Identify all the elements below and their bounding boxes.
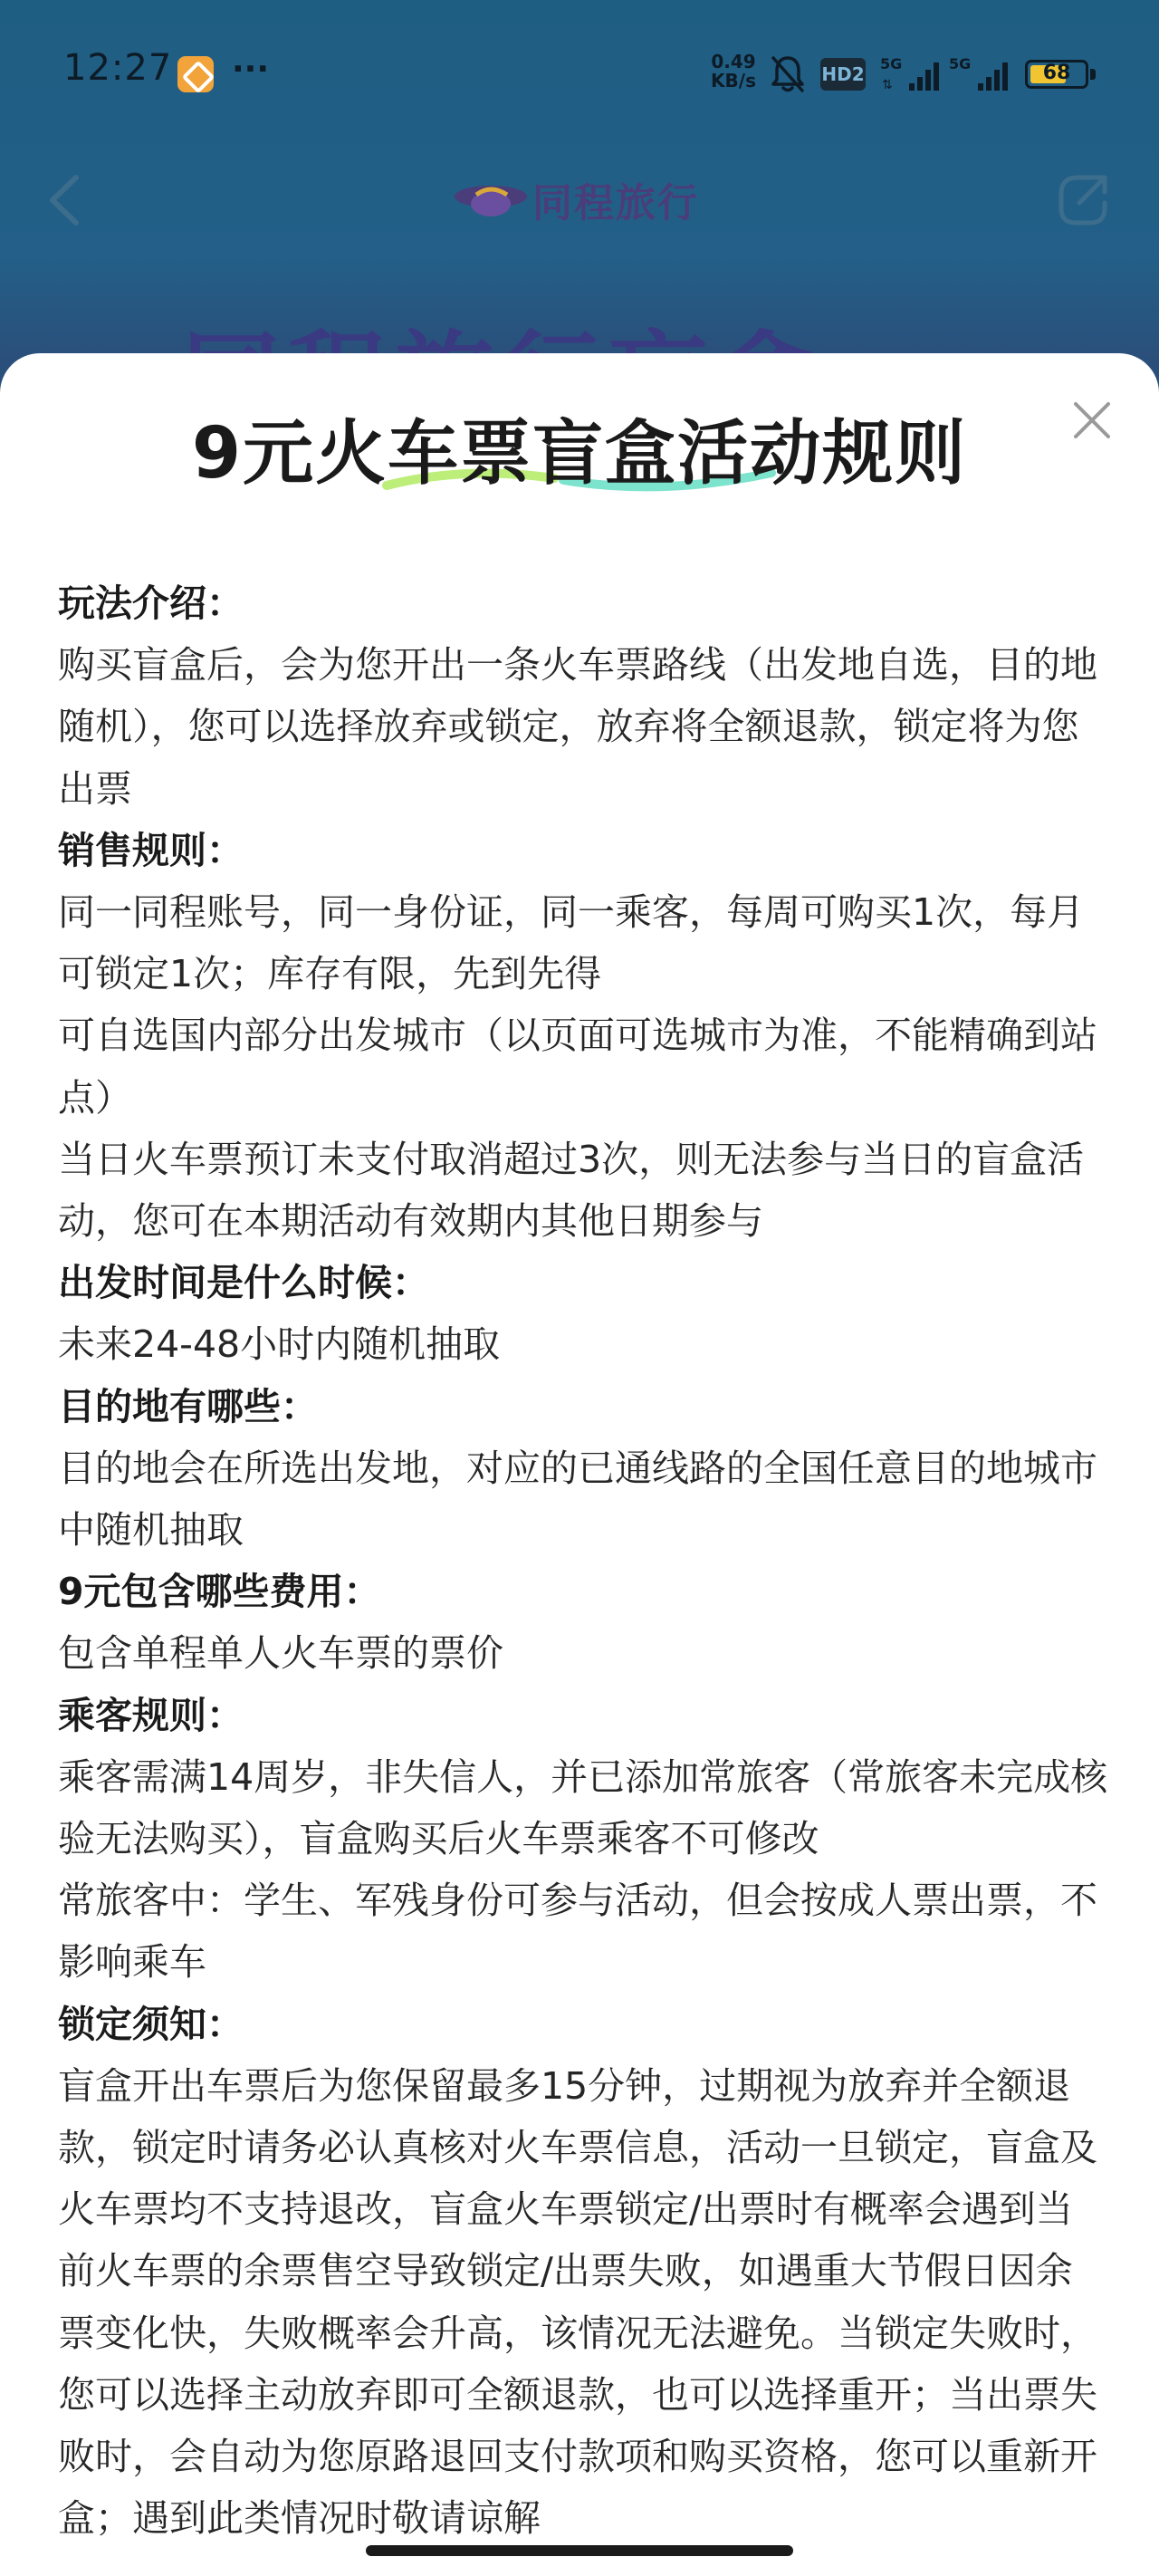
section-paragraph: 当日火车票预订未支付取消超过3次，则无法参与当日的盲盒活动，您可在本期活动有效期内其他日期参与: [58, 1137, 1085, 1244]
section-paragraph: 包含单程单人火车票的票价: [58, 1631, 503, 1676]
network-speed: [706, 53, 761, 91]
brand-logo: [449, 172, 699, 226]
section-paragraph: 购买盲盒后，会为您开出一条火车票路线（出发地自选，目的地随机），您可以选择放弃或锁定，放弃将全额退款，锁定将为您出票: [58, 643, 1097, 811]
svg-text:⇅: ⇅: [882, 78, 893, 92]
signal-icon: [880, 54, 945, 94]
section-paragraph: 常旅客中：学生、军残身份可参与活动，但会按成人票出票，不影响乘车: [58, 1879, 1097, 1985]
battery-icon: [1025, 60, 1088, 89]
more-notifications-icon: ···: [232, 51, 270, 88]
modal-title: [192, 397, 967, 498]
signal-icon-secondary: [949, 54, 1014, 94]
section-heading: 锁定须知：: [58, 2002, 244, 2046]
bell-muted-icon: [770, 54, 806, 94]
section-paragraph: 未来24-48小时内随机抽取: [58, 1322, 501, 1367]
hd-voice-icon: HD2: [820, 58, 866, 91]
section-heading: 乘客规则：: [58, 1693, 244, 1737]
signal-1-label: 5G: [880, 55, 903, 72]
section-paragraph: 盲盒开出车票后为您保留最多15分钟，过期视为放弃并全额退款，锁定时请务必认真核对火车票信息，活动一旦锁定，盲盒及火车票均不支持退改，盲盒火车票锁定/出票时有概率会遇到当前火车票的余票售空导致锁定/出票失败，如遇重大节假日因余票变化快，失败概率会升高，该情况无法避免。当锁定失败时，您可以选择主动放弃即可全额退款，也可以选择重开；当出票失败时，会自动为您原路退回支付款项和购买资格，您可以重新开盒；遇到此类情况时敬请谅解: [58, 2063, 1097, 2541]
section-paragraph: 同一同程账号，同一身份证，同一乘客，每周可购买1次，每月可锁定1次；库存有限，先到先得: [58, 890, 1085, 996]
app-notification-icon: [177, 56, 214, 92]
section-heading: 9元包含哪些费用：: [58, 1570, 381, 1614]
network-speed-value: 0.49: [711, 51, 756, 72]
home-indicator[interactable]: [366, 2545, 793, 2556]
status-bar: [0, 0, 1159, 145]
section-paragraph: 目的地会在所选出发地，对应的已通线路的全国任意目的地城市中随机抽取: [58, 1446, 1097, 1552]
section-paragraph: 可自选国内部分出发城市（以页面可选城市为准，不能精确到站点）: [58, 1014, 1097, 1120]
battery-level: 68: [1042, 62, 1071, 84]
signal-2-label: 5G: [949, 55, 972, 72]
modal-title-text: 9元火车票盲盒活动规则: [191, 413, 968, 495]
section-heading: 销售规则：: [58, 828, 244, 872]
rules-content: [58, 572, 1108, 2550]
battery-tip: [1090, 69, 1096, 80]
rules-modal: [0, 353, 1159, 2576]
back-arrow-icon[interactable]: [42, 170, 87, 230]
section-paragraph: 乘客需满14周岁，非失信人，并已添加常旅客（常旅客未完成核验无法购买），盲盒购买后火车票乘客不可修改: [58, 1754, 1108, 1861]
brand-logo-icon: [449, 177, 531, 222]
brand-name: 同程旅行: [532, 180, 699, 226]
section-heading: 目的地有哪些：: [58, 1384, 318, 1428]
section-heading: 出发时间是什么时候：: [58, 1261, 429, 1305]
network-speed-unit: KB/s: [711, 70, 756, 91]
section-heading: 玩法介绍：: [58, 582, 244, 625]
share-icon[interactable]: [1054, 172, 1110, 228]
status-time: 12:27: [63, 47, 173, 89]
